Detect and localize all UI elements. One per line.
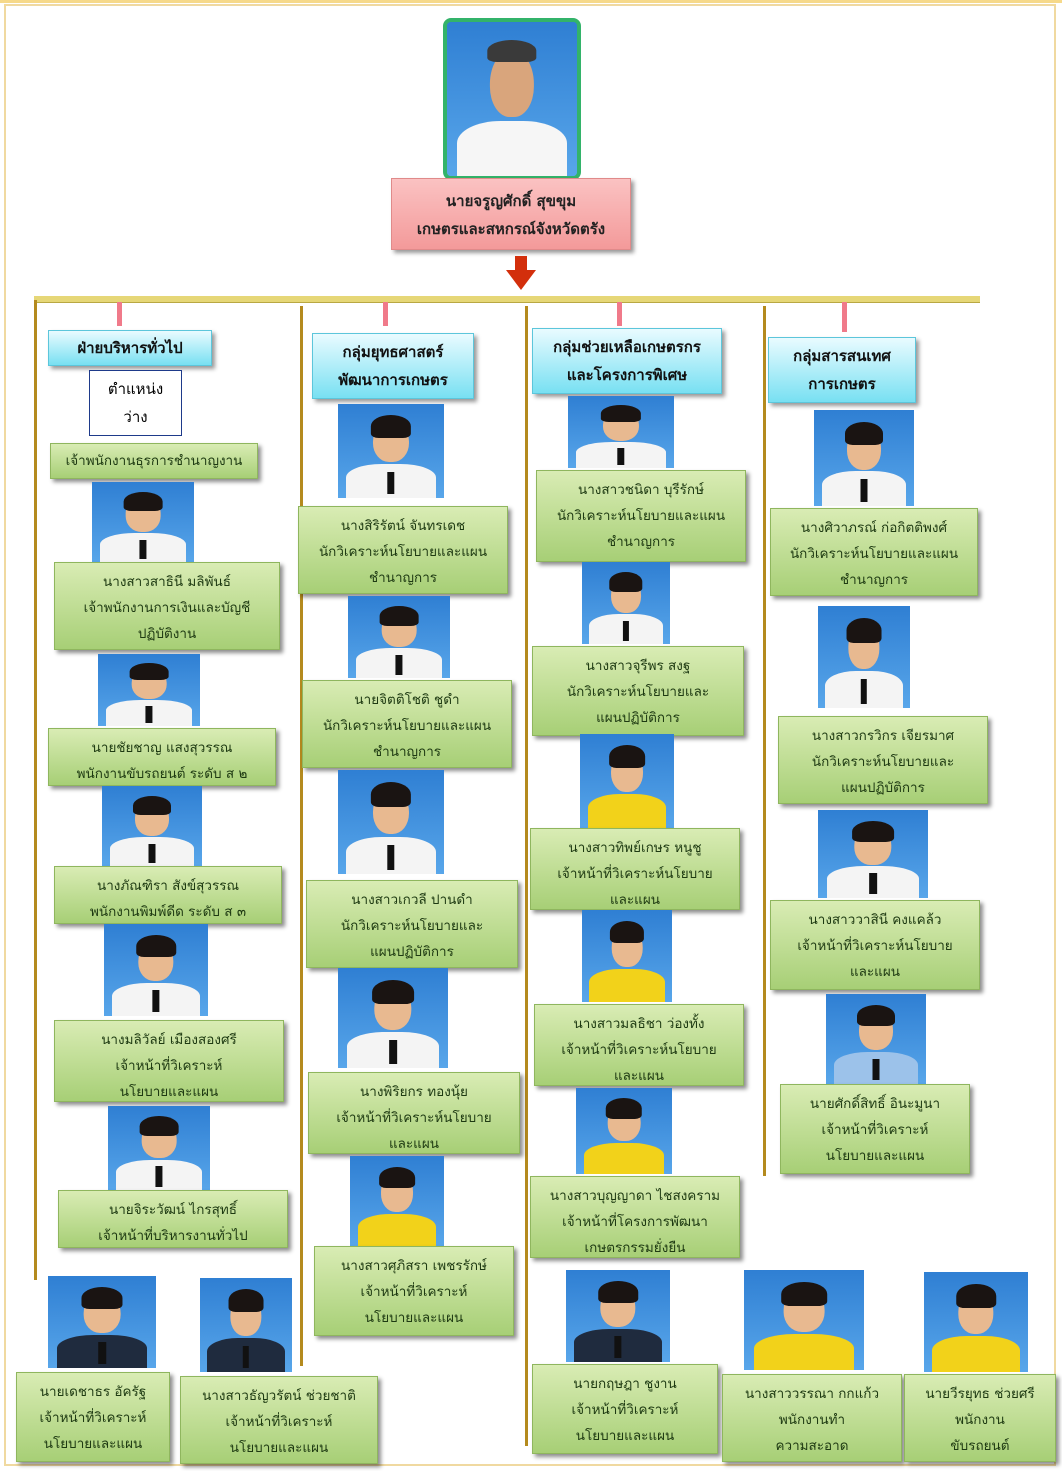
column-line bbox=[34, 300, 37, 1280]
staff-photo bbox=[576, 1088, 672, 1174]
staff-photo bbox=[338, 404, 444, 498]
staff-position-line2: นโยบายและแผน bbox=[575, 1428, 675, 1444]
staff-position: นักวิเคราะห์นโยบายและแผน bbox=[318, 544, 488, 560]
staff-card bbox=[302, 680, 512, 768]
staff-position: เจ้าหน้าที่วิเคราะห์นโยบาย bbox=[561, 1042, 717, 1058]
staff-card bbox=[770, 900, 980, 990]
staff-name: นางสาวกรวิกร เจียรมาศ bbox=[811, 728, 955, 744]
vacant-label: ว่าง bbox=[123, 408, 148, 426]
staff-photo bbox=[338, 968, 448, 1068]
staff-name: นางมลิวัลย์ เมืองสองศรี bbox=[101, 1032, 237, 1048]
staff-card bbox=[54, 866, 282, 924]
staff-name: นางสาวชนิดา บุรีรักษ์ bbox=[578, 482, 704, 498]
chief-name: นายจรูญศักดิ์ สุขขุม bbox=[445, 192, 577, 210]
vacant-position-box bbox=[89, 370, 182, 436]
staff-position-line2: นโยบายและแผน bbox=[825, 1148, 925, 1164]
staff-position-line2: ชำนาญการ bbox=[368, 570, 438, 586]
staff-card bbox=[54, 562, 280, 650]
staff-position: เจ้าหน้าที่วิเคราะห์ bbox=[821, 1122, 929, 1138]
staff-photo bbox=[48, 1276, 156, 1368]
position-label-box bbox=[50, 443, 258, 479]
staff-name: นายเดชาธร อัครัฐ bbox=[39, 1384, 147, 1400]
staff-position: นักวิเคราะห์นโยบายและ bbox=[811, 754, 955, 770]
staff-position-line2: นโยบายและแผน bbox=[43, 1436, 143, 1452]
staff-name: นายวีรยุทธ ช่วยศรี bbox=[925, 1386, 1035, 1402]
staff-position-line2: ความสะอาด bbox=[775, 1438, 849, 1454]
dept-title: กลุ่มยุทธศาสตร์ bbox=[342, 343, 444, 361]
staff-card bbox=[904, 1374, 1056, 1462]
staff-position: นักวิเคราะห์นโยบายและแผน bbox=[789, 546, 959, 562]
top-border bbox=[0, 0, 1062, 3]
staff-position: นักวิเคราะห์นโยบายและแผน bbox=[556, 508, 726, 524]
staff-position: เจ้าหน้าที่วิเคราะห์ bbox=[39, 1410, 147, 1426]
staff-card bbox=[536, 470, 746, 562]
dept-title: กลุ่มช่วยเหลือเกษตรกร bbox=[553, 338, 701, 356]
staff-photo bbox=[818, 810, 928, 898]
staff-card bbox=[308, 1072, 520, 1154]
staff-position: พนักงานขับรถยนต์ ระดับ ส ๒ bbox=[76, 766, 248, 782]
staff-photo bbox=[826, 994, 926, 1084]
staff-card bbox=[780, 1084, 970, 1174]
chief-portrait bbox=[443, 18, 581, 180]
staff-position: เจ้าหน้าที่บริหารงานทั่วไป bbox=[98, 1228, 248, 1244]
staff-card bbox=[532, 646, 744, 736]
staff-photo bbox=[580, 734, 674, 828]
portrait-photo bbox=[447, 22, 577, 176]
staff-card bbox=[298, 506, 508, 594]
staff-name: นางศิวาภรณ์ ก่อกิตติพงศ์ bbox=[800, 520, 948, 536]
staff-position-line2: นโยบายและแผน bbox=[364, 1310, 464, 1326]
staff-name: นายกฤษฎา ชูงาน bbox=[573, 1376, 677, 1392]
staff-photo bbox=[818, 606, 910, 708]
staff-name: นายจิตติโชติ ชูดำ bbox=[354, 692, 460, 708]
staff-card bbox=[778, 716, 988, 804]
staff-photo bbox=[744, 1270, 864, 1370]
staff-position-line2: นโยบายและแผน bbox=[229, 1440, 329, 1456]
staff-name: นางสาวบุญญาดา ไชสงคราม bbox=[549, 1188, 721, 1204]
staff-position-line2: และแผน bbox=[613, 1068, 665, 1084]
staff-name: นางสาววาสินี คงแคล้ว bbox=[808, 912, 942, 928]
staff-card bbox=[530, 828, 740, 910]
staff-position: เจ้าหน้าที่วิเคราะห์ bbox=[115, 1058, 223, 1074]
staff-photo bbox=[200, 1278, 292, 1372]
staff-position: เจ้าหน้าที่วิเคราะห์นโยบาย bbox=[797, 938, 953, 954]
staff-card bbox=[314, 1246, 514, 1336]
staff-card bbox=[532, 1364, 718, 1454]
staff-position: เจ้าหน้าที่วิเคราะห์ bbox=[571, 1402, 679, 1418]
staff-name: นายศักดิ์สิทธิ์ อินะมูนา bbox=[809, 1096, 941, 1112]
staff-card bbox=[306, 880, 518, 968]
staff-position-line2: แผนปฏิบัติการ bbox=[370, 944, 454, 960]
staff-card bbox=[48, 728, 276, 786]
staff-card bbox=[534, 1004, 744, 1086]
staff-position-line2: และแผน bbox=[388, 1136, 440, 1152]
staff-name: นางสาววรรณา กกแก้ว bbox=[744, 1386, 880, 1402]
staff-photo bbox=[104, 924, 208, 1016]
staff-position-line2: ชำนาญการ bbox=[606, 534, 676, 550]
staff-position: พนักงานพิมพ์ดีด ระดับ ส ๓ bbox=[89, 904, 247, 920]
staff-photo bbox=[582, 562, 670, 644]
staff-position: เจ้าพนักงานการเงินและบัญชี bbox=[83, 600, 251, 616]
staff-card bbox=[54, 1020, 284, 1102]
dept-header-strategy bbox=[312, 333, 474, 399]
staff-photo bbox=[338, 770, 444, 874]
dept-header-info bbox=[768, 337, 916, 403]
main-connector bbox=[34, 296, 980, 303]
staff-position: เจ้าหน้าที่วิเคราะห์ bbox=[360, 1284, 468, 1300]
staff-position-line2: ชำนาญการ bbox=[372, 744, 442, 760]
connector-tick bbox=[617, 302, 622, 326]
staff-photo bbox=[924, 1272, 1028, 1372]
staff-photo bbox=[350, 1156, 444, 1246]
staff-position-line2: นโยบายและแผน bbox=[119, 1084, 219, 1100]
dept-subtitle: การเกษตร bbox=[808, 375, 876, 393]
staff-name: นางสาวมลธิชา ว่องทั้ง bbox=[573, 1016, 705, 1032]
staff-photo bbox=[348, 596, 450, 678]
staff-position-line2: และแผน bbox=[609, 892, 661, 908]
dept-subtitle: พัฒนาการเกษตร bbox=[338, 371, 448, 389]
staff-photo bbox=[566, 1270, 670, 1362]
arrow-down-icon bbox=[506, 256, 536, 290]
staff-photo bbox=[582, 910, 672, 1002]
staff-position: เจ้าหน้าที่วิเคราะห์นโยบาย bbox=[557, 866, 713, 882]
staff-position: เจ้าหน้าที่วิเคราะห์นโยบาย bbox=[336, 1110, 492, 1126]
staff-position: นักวิเคราะห์นโยบายและ bbox=[340, 918, 484, 934]
column-line bbox=[525, 306, 528, 1446]
staff-position-line2: ปฏิบัติงาน bbox=[137, 626, 197, 642]
staff-name: นายจิระวัฒน์ ไกรสุทธิ์ bbox=[108, 1202, 238, 1218]
staff-name: นายชัยชาญ แสงสุวรรณ bbox=[91, 740, 233, 756]
staff-photo bbox=[814, 410, 914, 506]
dept-subtitle: และโครงการพิเศษ bbox=[566, 366, 688, 384]
staff-position: เจ้าหน้าที่วิเคราะห์ bbox=[225, 1414, 333, 1430]
dept-title: กลุ่มสารสนเทศ bbox=[793, 347, 891, 365]
staff-position: นักวิเคราะห์นโยบายและแผน bbox=[322, 718, 492, 734]
staff-photo bbox=[98, 654, 200, 726]
staff-position: พนักงาน bbox=[955, 1412, 1005, 1428]
staff-name: นางสาวธัญวรัตน์ ช่วยชาติ bbox=[202, 1388, 356, 1404]
staff-position-line2: ชำนาญการ bbox=[839, 572, 909, 588]
staff-photo bbox=[102, 786, 202, 866]
staff-name: นางสาวสาธินี มลิพันธ์ bbox=[103, 574, 231, 590]
staff-card bbox=[180, 1376, 378, 1464]
staff-photo bbox=[568, 396, 674, 468]
staff-name: นางสาวเกวลี ปานดำ bbox=[351, 892, 473, 908]
staff-position-line2: และแผน bbox=[849, 964, 901, 980]
staff-name: นางสาวศุภิสรา เพชรรักษ์ bbox=[341, 1258, 487, 1274]
staff-name: นางพิริยกร ทองนุ้ย bbox=[360, 1084, 468, 1100]
dept-header-assist bbox=[532, 328, 722, 394]
staff-position-line2: ขับรถยนต์ bbox=[950, 1438, 1010, 1454]
dept-header-admin bbox=[48, 330, 212, 366]
vacant-label: ตำแหน่ง bbox=[107, 380, 164, 398]
staff-card bbox=[530, 1176, 740, 1258]
staff-position: เจ้าหน้าที่โครงการพัฒนา bbox=[562, 1214, 708, 1230]
staff-position: พนักงานทำ bbox=[778, 1412, 846, 1428]
staff-photo bbox=[92, 482, 194, 562]
staff-photo bbox=[108, 1106, 210, 1190]
chief-name-box bbox=[391, 178, 631, 250]
staff-card bbox=[16, 1372, 170, 1462]
staff-card bbox=[722, 1374, 902, 1462]
staff-name: นางภัณฑิรา สังข์สุวรรณ bbox=[96, 878, 240, 894]
staff-name: นางสาวทิพย์เกษร หนูชู bbox=[568, 840, 702, 856]
connector-tick bbox=[117, 302, 122, 326]
column-line bbox=[300, 306, 303, 1366]
staff-position-line2: แผนปฏิบัติการ bbox=[596, 710, 680, 726]
staff-card bbox=[770, 508, 978, 596]
staff-name: นางสิริรัตน์ จันทรเดช bbox=[340, 518, 466, 534]
connector-tick bbox=[842, 302, 847, 332]
position-label: เจ้าพนักงานธุรการชำนาญงาน bbox=[65, 453, 243, 469]
staff-position-line2: แผนปฏิบัติการ bbox=[841, 780, 925, 796]
staff-position: นักวิเคราะห์นโยบายและ bbox=[566, 684, 710, 700]
dept-title: ฝ่ายบริหารทั่วไป bbox=[77, 339, 183, 357]
staff-name: นางสาวจุรีพร สงฐ bbox=[585, 658, 691, 674]
chief-title: เกษตรและสหกรณ์จังหวัดตรัง bbox=[416, 220, 606, 238]
staff-card bbox=[58, 1190, 288, 1248]
column-line bbox=[763, 306, 766, 1176]
staff-position-line2: เกษตรกรรมยั่งยืน bbox=[584, 1240, 686, 1256]
connector-tick bbox=[383, 302, 388, 326]
